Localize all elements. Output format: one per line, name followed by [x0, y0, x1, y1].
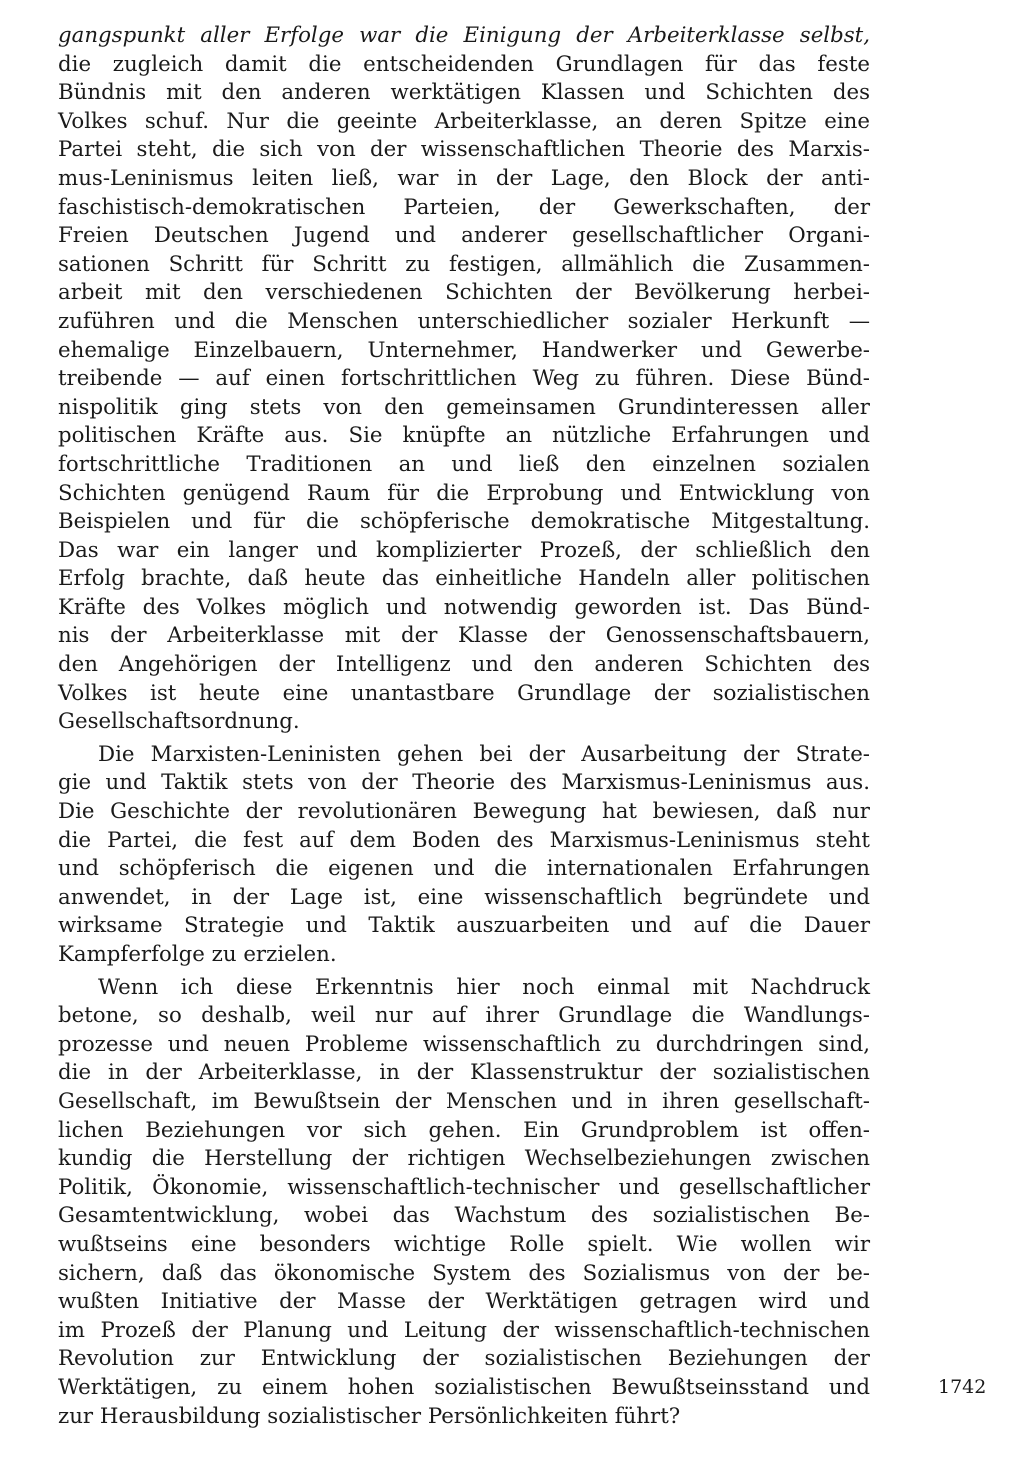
text-line: die zugleich damit die entscheidenden Grundlagen für das feste [58, 51, 870, 77]
paragraph [58, 974, 870, 1432]
text-line: Beispielen und für die schöpferische demokratische Mitgestaltung. [58, 509, 870, 535]
text-line: Revolution zur Entwicklung der sozialistischen Beziehungen der [58, 1346, 870, 1372]
text-line: Bündnis mit den anderen werktätigen Klassen und Schichten des [58, 80, 870, 106]
text-line: Erfolg brachte, daß heute das einheitliche Handeln aller politischen [58, 566, 870, 592]
paragraph [58, 741, 870, 970]
text-line: Politik, Ökonomie, wissenschaftlich-technischer und gesellschaftlicher [58, 1174, 870, 1200]
text-line: Freien Deutschen Jugend und anderer gesellschaftlicher Organi- [58, 223, 870, 249]
text-line: den Angehörigen der Intelligenz und den anderen Schichten des [58, 652, 870, 678]
text-line: Gesellschaft, im Bewußtsein der Menschen und in ihren gesellschaft- [58, 1088, 870, 1114]
text-line: sationen Schritt für Schritt zu festigen, allmählich die Zusammen- [58, 251, 870, 277]
text-line: ehemalige Einzelbauern, Unternehmer, Handwerker und Gewerbe- [58, 337, 870, 363]
body-text [58, 22, 870, 1431]
text-line: Gesellschaftsordnung. [58, 709, 300, 735]
margin-number: 1742 [938, 1376, 987, 1398]
text-line: wußten Initiative der Masse der Werktätigen getragen wird und [58, 1289, 870, 1315]
text-line: wirksame Strategie und Taktik auszuarbeiten und auf die Dauer [58, 913, 870, 939]
text-line: Schichten genügend Raum für die Erprobung und Entwicklung von [58, 480, 870, 506]
text-line: nis der Arbeiterklasse mit der Klasse der Genossenschaftsbauern, [58, 623, 870, 649]
text-line: Gesamtentwicklung, wobei das Wachstum des sozialistischen Be- [58, 1203, 870, 1229]
text-line: zuführen und die Menschen unterschiedlicher sozialer Herkunft — [58, 308, 870, 334]
text-line: wußtseins eine besonders wichtige Rolle spielt. Wie wollen wir [58, 1231, 870, 1257]
text-line: Werktätigen, zu einem hohen sozialistischen Bewußtseinsstand und [58, 1374, 870, 1400]
text-line: kundig die Herstellung der richtigen Wechselbeziehungen zwischen [58, 1146, 870, 1172]
text-line: im Prozeß der Planung und Leitung der wissenschaftlich-technischen [58, 1317, 870, 1343]
text-line: Kampferfolge zu erzielen. [58, 942, 337, 967]
text-line: treibende — auf einen fortschrittlichen Weg zu führen. Diese Bünd- [58, 366, 870, 392]
text-line: mus-Leninismus leiten ließ, war in der Lage, den Block der anti- [58, 165, 870, 191]
text-line: Das war ein langer und komplizierter Prozeß, der schließlich den [58, 537, 870, 563]
text-line: gangspunkt aller Erfolge war die Einigung der Arbeiterklasse selbst, [58, 23, 870, 48]
text-line: die Partei, die fest auf dem Boden des Marxismus-Leninismus steht [58, 827, 870, 853]
text-line: Kräfte des Volkes möglich und notwendig geworden ist. Das Bünd- [58, 594, 870, 620]
text-line: und schöpferisch die eigenen und die internationalen Erfahrungen [58, 856, 870, 882]
text-line: lichen Beziehungen vor sich gehen. Ein Grundproblem ist offen- [58, 1117, 870, 1143]
text-line: Die Marxisten-Leninisten gehen bei der Ausarbeitung der Strate- [98, 741, 870, 767]
text-line: prozesse und neuen Probleme wissenschaftlich zu durchdringen sind, [58, 1031, 870, 1057]
text-line: gie und Taktik stets von der Theorie des Marxismus-Leninismus aus. [58, 770, 870, 796]
text-line: faschistisch-demokratischen Parteien, der Gewerkschaften, der [58, 194, 870, 220]
text-line: arbeit mit den verschiedenen Schichten der Bevölkerung herbei- [58, 280, 870, 306]
text-line: fortschrittliche Traditionen an und ließ den einzelnen sozialen [58, 451, 870, 477]
paragraph [58, 22, 870, 737]
text-line: die in der Arbeiterklasse, in der Klassenstruktur der sozialistischen [58, 1060, 870, 1086]
text-line: Wenn ich diese Erkenntnis hier noch einmal mit Nachdruck [98, 974, 870, 1000]
text-line: Partei steht, die sich von der wissenschaftlichen Theorie des Marxis- [58, 137, 870, 163]
text-line: anwendet, in der Lage ist, eine wissenschaftlich begründete und [58, 884, 870, 910]
text-line: zur Herausbildung sozialistischer Persönlichkeiten führt? [58, 1403, 681, 1429]
text-line: betone, so deshalb, weil nur auf ihrer Grundlage die Wandlungs- [58, 1003, 870, 1029]
text-line: nispolitik ging stets von den gemeinsamen Grundinteressen aller [58, 394, 870, 420]
text-line: Die Geschichte der revolutionären Bewegung hat bewiesen, daß nur [58, 799, 870, 825]
text-line: politischen Kräfte aus. Sie knüpfte an nützliche Erfahrungen und [58, 423, 870, 449]
text-line: Volkes ist heute eine unantastbare Grundlage der sozialistischen [58, 680, 870, 706]
text-line: Volkes schuf. Nur die geeinte Arbeiterklasse, an deren Spitze eine [58, 108, 870, 134]
text-line: sichern, daß das ökonomische System des Sozialismus von der be- [58, 1260, 870, 1286]
